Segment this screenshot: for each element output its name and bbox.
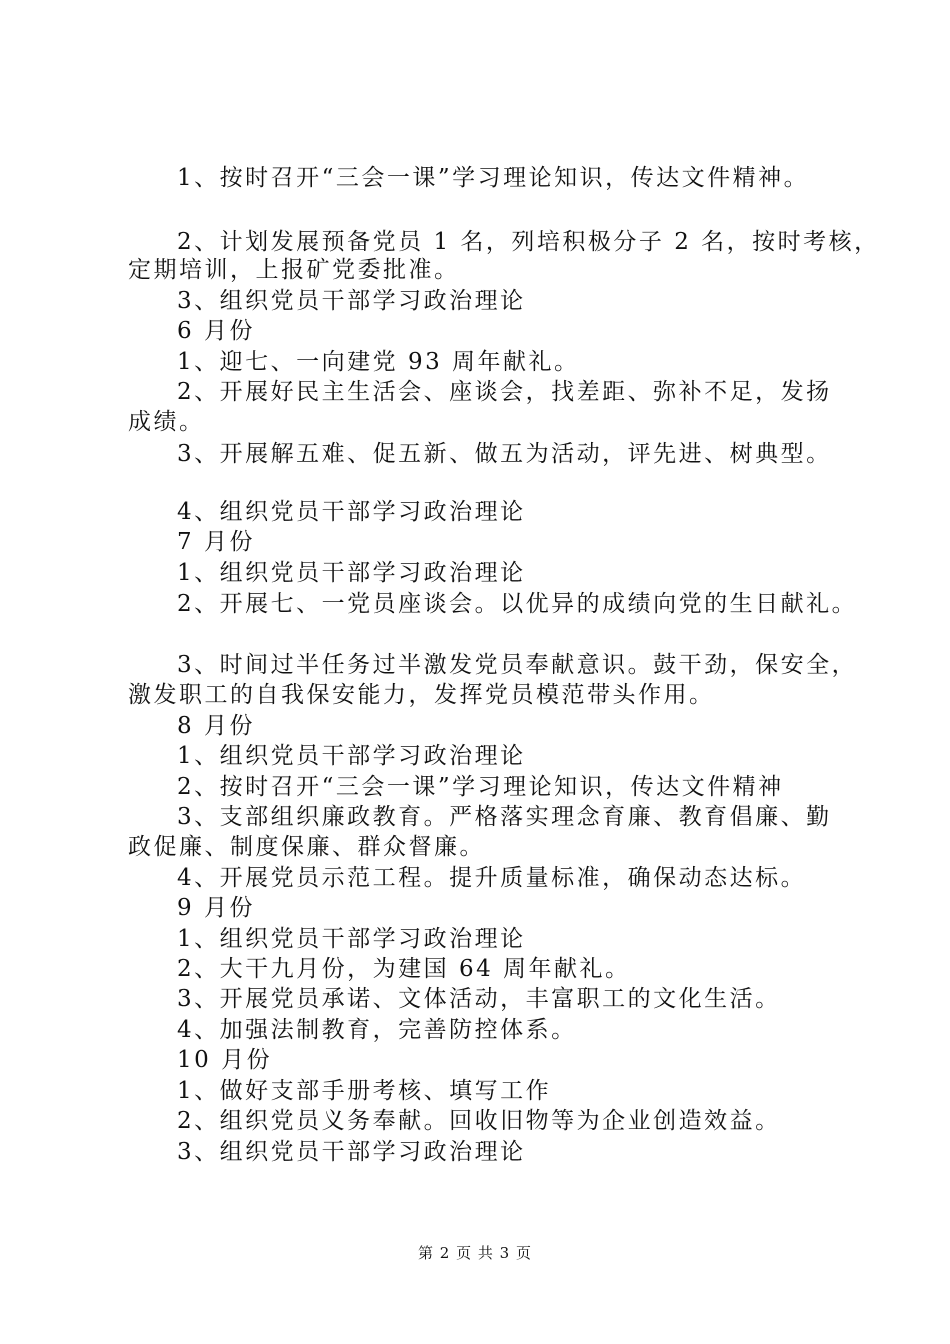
text-line: 3、时间过半任务过半激发党员奉献意识。鼓干劲，保安全， [177, 652, 858, 678]
text-line: 1、组织党员干部学习政治理论 [177, 743, 526, 769]
text-line: 6 月份 [177, 318, 255, 344]
text-line: 2、大干九月份，为建国 64 周年献礼。 [177, 956, 631, 982]
text-line: 1、做好支部手册考核、填写工作 [177, 1078, 552, 1104]
text-line: 8 月份 [177, 713, 255, 739]
text-line: 1、按时召开“三会一课”学习理论知识，传达文件精神。 [177, 165, 810, 191]
text-line: 1、组织党员干部学习政治理论 [177, 926, 526, 952]
text-line: 4、开展党员示范工程。提升质量标准，确保动态达标。 [177, 865, 807, 891]
text-line: 成绩。 [128, 409, 205, 435]
text-line: 9 月份 [177, 895, 255, 921]
text-line: 1、迎七、一向建党 93 周年献礼。 [177, 349, 580, 375]
page-footer: 第 2 页 共 3 页 [418, 1244, 532, 1262]
text-line: 1、组织党员干部学习政治理论 [177, 560, 526, 586]
text-line: 3、支部组织廉政教育。严格落实理念育廉、教育倡廉、勤 [177, 804, 832, 830]
text-line: 定期培训，上报矿党委批准。 [128, 257, 460, 283]
text-line: 激发职工的自我保安能力，发挥党员模范带头作用。 [128, 682, 715, 708]
text-line: 2、开展七、一党员座谈会。以优异的成绩向党的生日献礼。 [177, 591, 858, 617]
text-line: 3、开展解五难、促五新、做五为活动，评先进、树典型。 [177, 441, 832, 467]
text-line: 政促廉、制度保廉、群众督廉。 [128, 834, 485, 860]
text-line: 2、按时召开“三会一课”学习理论知识，传达文件精神 [177, 774, 784, 800]
text-line: 2、开展好民主生活会、座谈会，找差距、弥补不足，发扬 [177, 379, 832, 405]
text-line: 3、组织党员干部学习政治理论 [177, 1139, 526, 1165]
text-line: 10 月份 [177, 1047, 273, 1073]
text-line: 3、组织党员干部学习政治理论 [177, 288, 526, 314]
text-line: 2、计划发展预备党员 1 名，列培积极分子 2 名，按时考核， [177, 229, 880, 255]
text-line: 2、组织党员义务奉献。回收旧物等为企业创造效益。 [177, 1108, 781, 1134]
text-line: 4、加强法制教育，完善防控体系。 [177, 1017, 577, 1043]
text-line: 4、组织党员干部学习政治理论 [177, 499, 526, 525]
text-line: 3、开展党员承诺、文体活动，丰富职工的文化生活。 [177, 986, 781, 1012]
text-line: 7 月份 [177, 529, 255, 555]
